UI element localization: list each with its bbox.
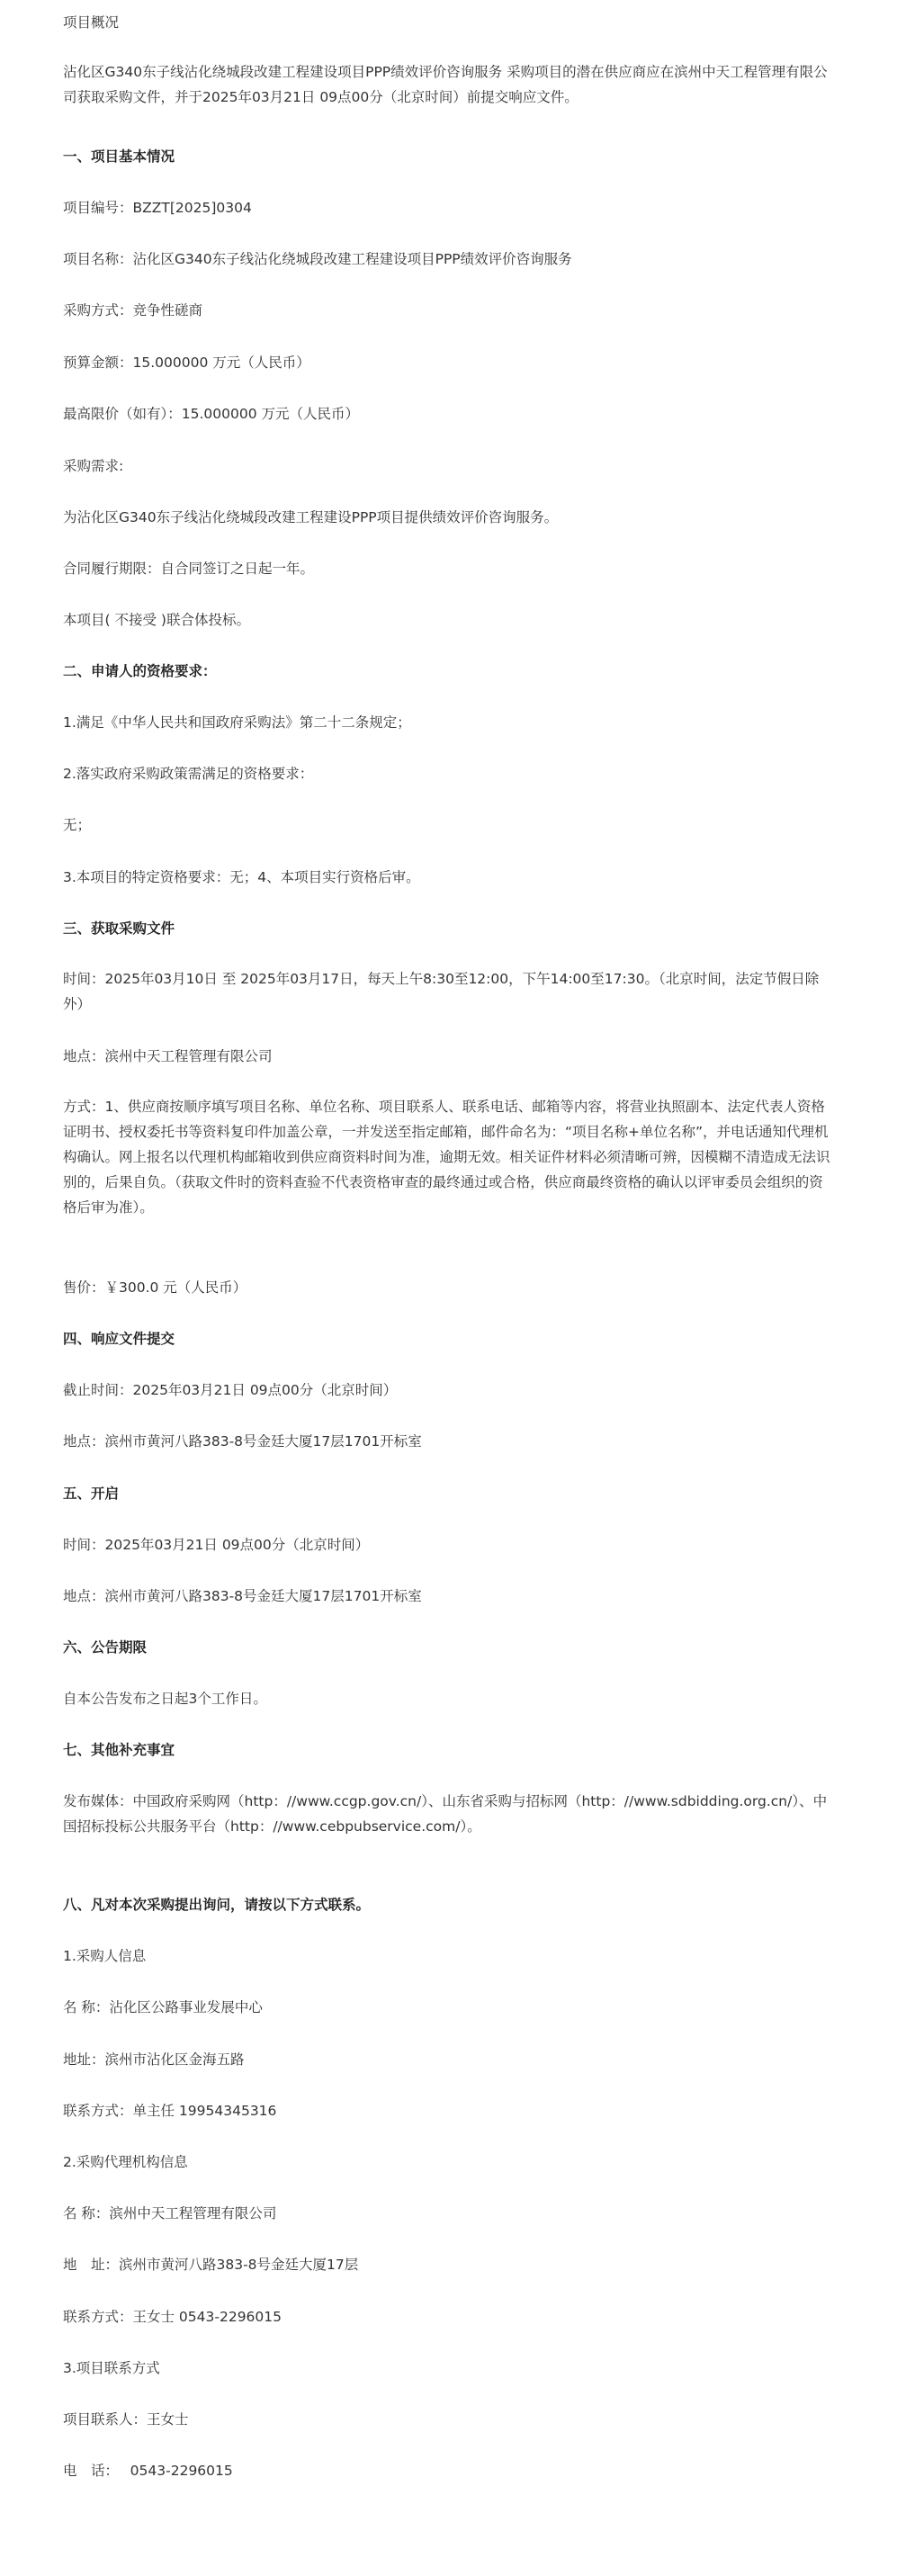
heading-other-matters: 七、其他补充事宜	[63, 1742, 175, 1758]
heading-basic-info: 一、项目基本情况	[63, 148, 175, 165]
purchaser-address: 地址：滨州市沾化区金海五路	[63, 2051, 245, 2068]
qualification-1: 1.满足《中华人民共和国政府采购法》第二十二条规定；	[63, 714, 411, 731]
project-contact-person: 项目联系人：王女士	[63, 2411, 189, 2428]
agency-name: 名 称：滨州中天工程管理有限公司	[63, 2205, 277, 2221]
project-number: 项目编号：BZZT[2025]0304	[63, 200, 252, 216]
heading-qualifications: 二、申请人的资格要求：	[63, 663, 217, 679]
heading-response-submission: 四、响应文件提交	[63, 1331, 175, 1347]
max-price: 最高限价（如有）：15.000000 万元（人民币）	[63, 406, 359, 422]
heading-obtain-documents: 三、获取采购文件	[63, 920, 175, 937]
qualification-3: 3.本项目的特定资格要求：无；4、本项目实行资格后审。	[63, 869, 420, 885]
purchaser-contact: 联系方式：单主任 19954345316	[63, 2103, 277, 2119]
heading-opening: 五、开启	[63, 1485, 120, 1502]
notice-period: 自本公告发布之日起3个工作日。	[63, 1691, 267, 1707]
heading-notice-period: 六、公告期限	[63, 1639, 148, 1656]
purchaser-name: 名 称：沾化区公路事业发展中心	[63, 1999, 263, 2015]
opening-time: 时间：2025年03月21日 09点00分（北京时间）	[63, 1537, 370, 1553]
consortium-policy: 本项目( 不接受 )联合体投标。	[63, 612, 250, 628]
contract-period: 合同履行期限：自合同签订之日起一年。	[63, 561, 315, 577]
obtain-location: 地点：滨州中天工程管理有限公司	[63, 1048, 273, 1064]
submission-location: 地点：滨州市黄河八路383-8号金廷大厦17层1701开标室	[63, 1433, 422, 1450]
budget-amount: 预算金额：15.000000 万元（人民币）	[63, 355, 310, 371]
publishing-media: 发布媒体：中国政府采购网（http：//www.ccgp.gov.cn/）、山东省采购与招标网（http：//www.sdbidding.org.cn/）、中国招标投标公共服务平台（http：//www.cebpubservice.com/）。	[63, 1793, 828, 1835]
project-name: 项目名称：沾化区G340东子线沾化绕城段改建工程建设项目PPP绩效评价咨询服务	[63, 251, 572, 267]
project-contact-label: 3.项目联系方式	[63, 2360, 160, 2376]
agency-info-label: 2.采购代理机构信息	[63, 2154, 188, 2170]
project-contact-phone: 电 话： 0543-2296015	[63, 2463, 233, 2479]
obtain-method: 方式：1、供应商按顺序填写项目名称、单位名称、项目联系人、联系电话、邮箱等内容，将营业执照副本、法定代表人资格证明书、授权委托书等资料复印件加盖公章，一并发送至指定邮箱，邮件命名为：“项目名称+单位名称”，并电话通知代理机构确认。网上报名以代理机构邮箱收到供应商资料时间为准，逾期无效。相关证件材料必须清晰可辨，因模糊不清造成无法识别的，后果自负。（获取文件时的资料查验不代表资格审查的最终通过或合格，供应商最终资格的确认以评审委员会组织的资格后审为准）。	[63, 1099, 830, 1216]
agency-address: 地 址：滨州市黄河八路383-8号金廷大厦17层	[63, 2257, 359, 2273]
overview-paragraph: 沾化区G340东子线沾化绕城段改建工程建设项目PPP绩效评价咨询服务 采购项目的潜在供应商应在滨州中天工程管理有限公司获取采购文件，并于2025年03月21日 09点00分（北京时间）前提交响应文件。	[63, 64, 828, 105]
heading-contact: 八、凡对本次采购提出询问，请按以下方式联系。	[63, 1897, 371, 1913]
obtain-time: 时间：2025年03月10日 至 2025年03月17日，每天上午8:30至12:00，下午14:00至17:30。（北京时间，法定节假日除外）	[63, 971, 820, 1012]
procurement-method: 采购方式：竞争性磋商	[63, 302, 203, 319]
qualification-2-value: 无；	[63, 817, 92, 833]
document-price: 售价：￥300.0 元（人民币）	[63, 1279, 247, 1296]
opening-location: 地点：滨州市黄河八路383-8号金廷大厦17层1701开标室	[63, 1588, 422, 1604]
qualification-2: 2.落实政府采购政策需满足的资格要求：	[63, 766, 314, 782]
procurement-requirement-label: 采购需求:	[63, 458, 124, 474]
submission-deadline: 截止时间：2025年03月21日 09点00分（北京时间）	[63, 1382, 398, 1398]
section-label-overview: 项目概况	[63, 14, 120, 31]
agency-contact: 联系方式：王女士 0543-2296015	[63, 2309, 282, 2325]
procurement-requirement: 为沾化区G340东子线沾化绕城段改建工程建设PPP项目提供绩效评价咨询服务。	[63, 509, 559, 525]
purchaser-info-label: 1.采购人信息	[63, 1948, 147, 1964]
